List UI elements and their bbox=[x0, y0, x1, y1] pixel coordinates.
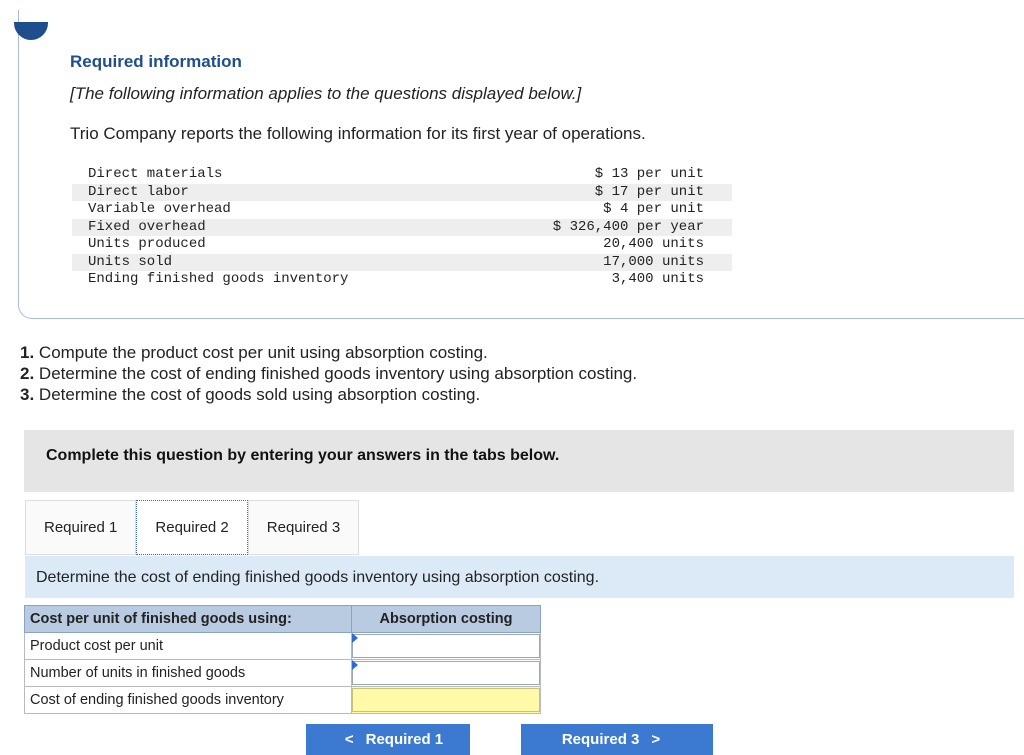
data-label: Units produced bbox=[88, 236, 206, 252]
data-label: Direct labor bbox=[72, 184, 508, 202]
input-marker-icon bbox=[352, 660, 358, 670]
complete-instructions-bar bbox=[24, 430, 1014, 492]
data-label: Fixed overhead bbox=[72, 219, 508, 237]
ending-inventory-input[interactable] bbox=[352, 688, 540, 712]
tab-required-1[interactable]: Required 1 bbox=[25, 500, 136, 555]
answer-header-row bbox=[25, 606, 541, 633]
tab-panel-text: Determine the cost of ending finished goods inventory using absorption costing. bbox=[36, 569, 600, 586]
row-label-product-cost: Product cost per unit bbox=[25, 633, 352, 660]
data-value: $ 326,400 per year bbox=[508, 219, 732, 237]
question-number: 3. bbox=[20, 385, 35, 404]
data-value: 17,000 units bbox=[508, 254, 732, 272]
input-marker-icon bbox=[352, 633, 358, 643]
data-label: Direct materials bbox=[88, 166, 223, 182]
units-input[interactable] bbox=[352, 661, 540, 685]
answer-table bbox=[24, 605, 541, 714]
data-value: $ 4 per unit bbox=[603, 201, 704, 217]
ending-inventory-cell bbox=[352, 687, 541, 714]
question-item bbox=[20, 384, 637, 405]
data-label: Variable overhead bbox=[88, 201, 231, 217]
product-cost-input[interactable] bbox=[352, 634, 540, 658]
chevron-left-icon: < bbox=[344, 731, 354, 748]
product-cost-cell bbox=[352, 633, 541, 660]
data-row bbox=[72, 271, 732, 289]
answer-header-right: Absorption costing bbox=[352, 606, 541, 633]
data-row bbox=[72, 166, 732, 184]
question-text: Determine the cost of ending finished goods inventory using absorption costing. bbox=[34, 364, 638, 383]
table-row bbox=[25, 660, 541, 687]
intro-text: Trio Company reports the following information for its first year of operations. bbox=[70, 124, 646, 143]
question-item bbox=[20, 342, 637, 363]
tab-panel-instructions bbox=[25, 556, 1014, 598]
row-label-ending-inventory: Cost of ending finished goods inventory bbox=[25, 687, 352, 714]
data-row bbox=[72, 219, 732, 237]
units-cell bbox=[352, 660, 541, 687]
questions-list bbox=[20, 342, 637, 405]
answer-header-left: Cost per unit of finished goods using: bbox=[25, 606, 352, 633]
question-text: Compute the product cost per unit using absorption costing. bbox=[34, 343, 488, 362]
prev-required-button[interactable] bbox=[306, 724, 470, 755]
data-row bbox=[72, 184, 732, 202]
prev-button-label: Required 1 bbox=[365, 731, 444, 748]
company-data-table bbox=[72, 166, 732, 289]
question-item bbox=[20, 363, 637, 384]
next-required-button[interactable] bbox=[521, 724, 713, 755]
question-number: 2. bbox=[20, 364, 35, 383]
question-text: Determine the cost of goods sold using absorption costing. bbox=[34, 385, 481, 404]
required-tabs bbox=[25, 500, 359, 556]
data-value: $ 17 per unit bbox=[508, 184, 732, 202]
required-information-note: [The following information applies to the questions displayed below.] bbox=[70, 84, 582, 103]
data-row bbox=[72, 236, 732, 254]
data-row bbox=[72, 254, 732, 272]
chevron-right-icon: > bbox=[651, 731, 661, 748]
data-row bbox=[72, 201, 732, 219]
tab-required-3[interactable]: Required 3 bbox=[248, 500, 359, 555]
data-value: 3,400 units bbox=[611, 271, 704, 287]
data-label: Ending finished goods inventory bbox=[88, 271, 349, 287]
question-number: 1. bbox=[20, 343, 35, 362]
table-row bbox=[25, 687, 541, 714]
data-value: $ 13 per unit bbox=[594, 166, 704, 182]
table-row bbox=[25, 633, 541, 660]
next-button-label: Required 3 bbox=[561, 731, 640, 748]
tab-required-2[interactable]: Required 2 bbox=[136, 500, 247, 555]
data-value: 20,400 units bbox=[603, 236, 704, 252]
required-information-title: Required information bbox=[70, 52, 242, 71]
complete-instructions-text: Complete this question by entering your answers in the tabs below. bbox=[46, 447, 560, 464]
row-label-units: Number of units in finished goods bbox=[25, 660, 352, 687]
data-label: Units sold bbox=[72, 254, 508, 272]
